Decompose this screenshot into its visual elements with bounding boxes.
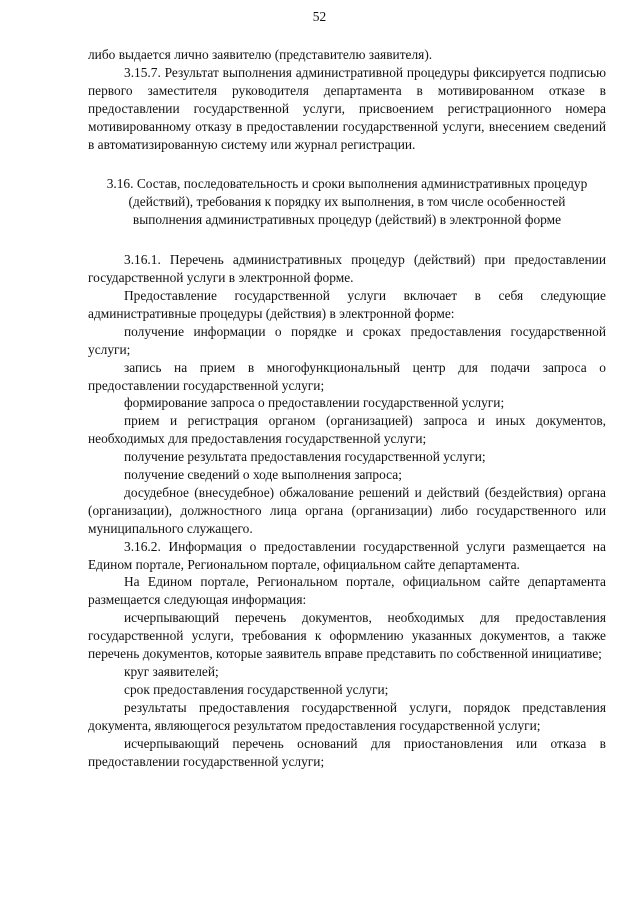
list-item: исчерпывающий перечень оснований для приостановления или отказа в предоставлении государственной услуги; bbox=[88, 735, 606, 769]
list-item: результаты предоставления государственной услуги, порядок представления документа, являющегося результатом предоставления государственной услуги; bbox=[88, 699, 606, 733]
list-item: срок предоставления государственной услуги; bbox=[124, 681, 389, 697]
list-item: круг заявителей; bbox=[124, 664, 219, 679]
list-item: получение результата предоставления государственной услуги; bbox=[124, 449, 486, 465]
list-item: формирование запроса о предоставлении государственной услуги; bbox=[124, 395, 505, 411]
list-item: прием и регистрация органом (организацией) запроса и иных документов, необходимых для предоставления государственной услуги; bbox=[88, 413, 606, 447]
paragraph: 3.16.1. Перечень административных процедур (действий) при предоставлении государственной услуги в электронной форме. bbox=[88, 252, 606, 286]
paragraph: 3.15.7. Результат выполнения административной процедуры фиксируется подписью первого заместителя руководителя департамента в мотивированном отказе в предоставлении государственной услуги, присвоением регистрационного номера мотивированному отказу в предоставлении государственной услуги, внесением сведений в автоматизированную систему или журнал регистрации. bbox=[88, 64, 606, 152]
list-item: запись на прием в многофункциональный центр для подачи запроса о предоставлении государственной услуги; bbox=[88, 359, 606, 393]
paragraph: либо выдается лично заявителю (представителю заявителя). bbox=[88, 47, 433, 62]
list-item: получение информации о порядке и сроках предоставления государственной услуги; bbox=[88, 323, 606, 357]
list-item: досудебное (внесудебное) обжалование решений и действий (бездействия) органа (организации), должностного лица органа (организации) либо государственного или муниципального служащего. bbox=[88, 484, 606, 536]
paragraph: На Едином портале, Региональном портале, официальном сайте департамента размещается следующая информация: bbox=[88, 574, 606, 608]
document-body bbox=[88, 46, 606, 770]
list-item: получение сведений о ходе выполнения запроса; bbox=[124, 467, 402, 483]
page-number: 52 bbox=[312, 9, 327, 24]
section-heading: 3.16. Состав, последовательность и сроки выполнения административных процедур (действий), требования к порядку их выполнения, в том числе особенностей выполнения административных процедур (действий) в электронной форме bbox=[106, 176, 588, 228]
paragraph: 3.16.2. Информация о предоставлении государственной услуги размещается на Едином портале, Региональном портале, официальном сайте департамента. bbox=[88, 538, 606, 572]
paragraph: Предоставление государственной услуги включает в себя следующие административные процедуры (действия) в электронной форме: bbox=[88, 287, 606, 321]
list-item: исчерпывающий перечень документов, необходимых для предоставления государственной услуги, требования к оформлению указанных документов, а также перечень документов, которые заявитель вправе представить по собственной инициативе; bbox=[88, 610, 606, 662]
